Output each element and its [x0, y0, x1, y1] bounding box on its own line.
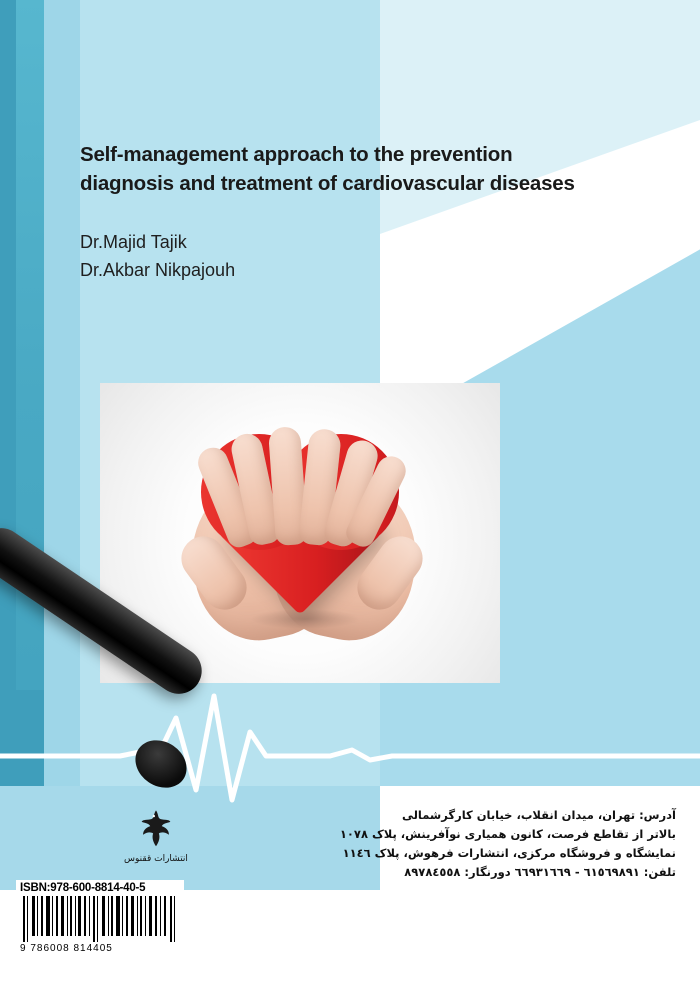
address-line: بالاتر از تقاطع فرصت، کانون همیاری نوآفرینش، پلاک ۱۰۷۸ [339, 827, 676, 841]
isbn-barcode-block [16, 880, 184, 958]
barcode-digits: 9 786008 814405 [20, 943, 113, 954]
isbn-text: ISBN:978-600-8814-40-5 [20, 882, 146, 894]
publisher-address [196, 806, 676, 882]
address-line: آدرس: تهران، میدان انقلاب، خیابان کارگرشمالی [401, 808, 676, 822]
author-name: Dr.Majid Tajik [80, 232, 187, 252]
page-title [80, 140, 580, 198]
author-list [80, 228, 500, 284]
address-line: نمایشگاه و فروشگاه مرکزی، انتشارات فرهوش، پلاک ۱۱٤٦ [342, 846, 676, 860]
barcode-icon [20, 896, 178, 942]
title-line-1: Self-management approach to the prevention [80, 143, 513, 166]
publisher-name: انتشارات ققنوس [124, 854, 188, 864]
title-line-2: diagnosis and treatment of cardiovascular diseases [80, 172, 575, 195]
publisher-logo [108, 806, 204, 884]
heart-shadow [250, 609, 360, 629]
address-line: تلفن: ٦١٥٦٩٨٩١ - ٦٦٩٣١٦٦٩ دورنگار: ٨٩٧٨٤٥٥٨ [404, 865, 676, 879]
phoenix-bird-icon [133, 806, 179, 852]
author-name: Dr.Akbar Nikpajouh [80, 260, 236, 280]
